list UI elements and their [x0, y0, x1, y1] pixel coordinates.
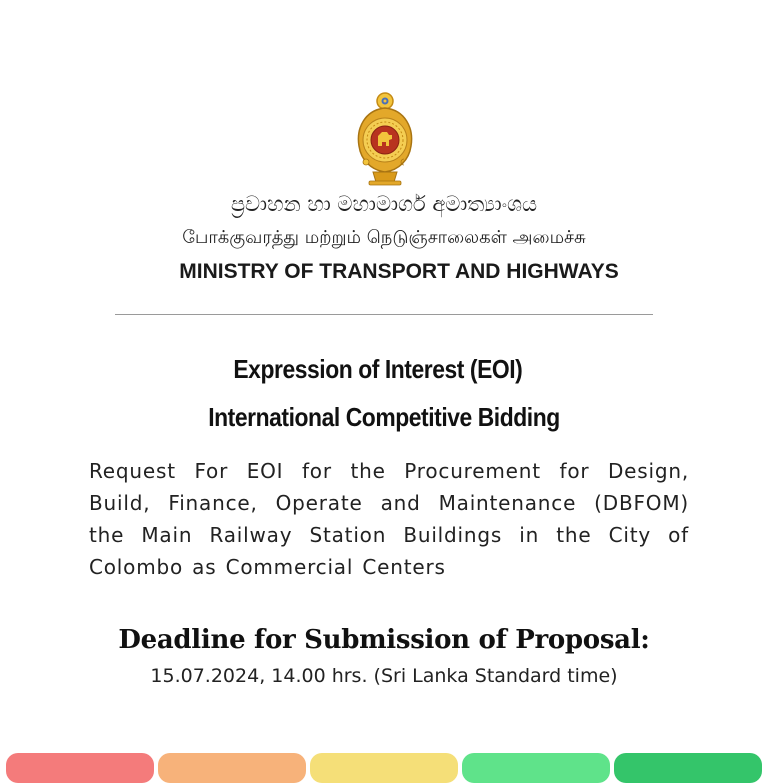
footer-bar-green — [614, 753, 762, 783]
footer-bar-red — [6, 753, 154, 783]
deadline-title: Deadline for Submission of Proposal: — [118, 625, 650, 655]
footer-bar-orange — [158, 753, 306, 783]
footer-bar-yellow — [310, 753, 458, 783]
bidding-heading: International Competitive Bidding — [208, 402, 560, 432]
sri-lanka-emblem-icon — [353, 92, 417, 186]
tamil-ministry-title: போக்குவரத்து மற்றும் நெடுஞ்சாலைகள் அமைச்சு — [182, 227, 586, 248]
footer-color-bars — [0, 753, 768, 768]
eoi-heading: Expression of Interest (EOI) — [233, 354, 523, 384]
footer-bar-light-green — [462, 753, 610, 783]
english-ministry-title: MINISTRY OF TRANSPORT AND HIGHWAYS — [179, 260, 619, 283]
header-divider — [115, 314, 653, 315]
sinhala-ministry-title: ප්‍රවාහන හා මහාමාර්ග අමාත්‍යාංශය — [230, 192, 538, 216]
deadline-date: 15.07.2024, 14.00 hrs. (Sri Lanka Standard time) — [150, 665, 618, 687]
eoi-description: Request For EOI for the Procurement for Design, Build, Finance, Operate and Maintenance (DBFOM) the Main Railway Station Buildings in the City of Colombo as Commercial Centers — [89, 459, 689, 579]
